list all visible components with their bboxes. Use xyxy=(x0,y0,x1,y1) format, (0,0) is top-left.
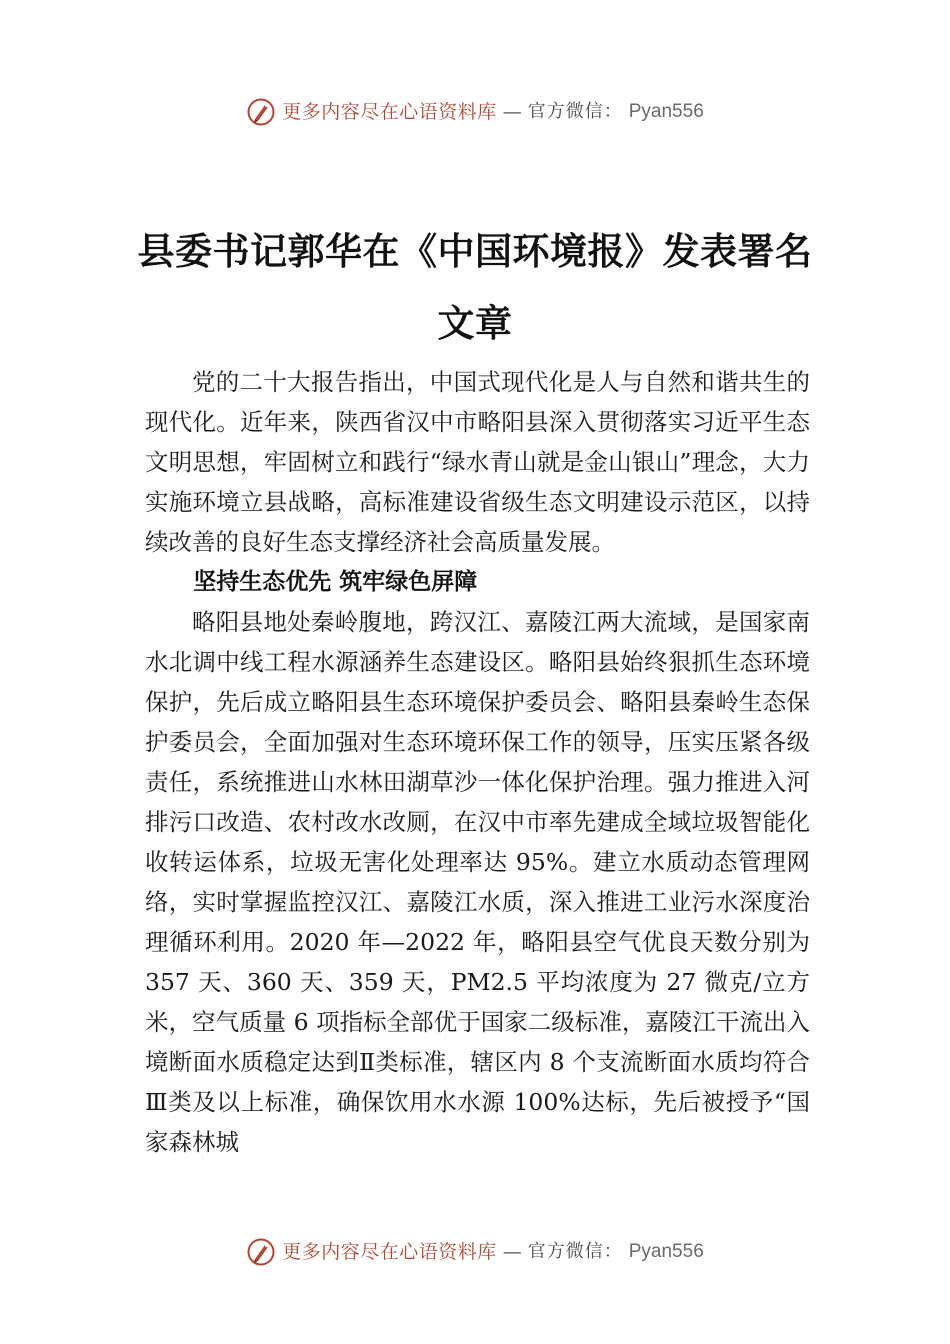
watermark-wechat-label: 官方微信： xyxy=(527,101,623,122)
footer-watermark xyxy=(0,1236,950,1268)
article-body xyxy=(145,362,810,1162)
watermark-wechat-label: 官方微信： xyxy=(527,1241,623,1262)
header-watermark xyxy=(0,96,950,128)
watermark-wechat-id: Pyan556 xyxy=(628,1241,704,1262)
section-heading: 坚持生态优先 筑牢绿色屏障 xyxy=(193,569,478,595)
pen-logo-icon xyxy=(246,1237,276,1267)
section-paragraph: 略阳县地处秦岭腹地，跨汉江、嘉陵江两大流域，是国家南水北调中线工程水源涵养生态建设区。略阳县始终狠抓生态环境保护，先后成立略阳县生态环境保护委员会、略阳县秦岭生态保护委员会，全面加强对生态环境环保工作的领导，压实压紧各级责任，系统推进山水林田湖草沙一体化保护治理。强力推进入河排污口改造、农村改水改厕，在汉中市率先建成全域垃圾智能化收转运体系，垃圾无害化处理率达 95%。建立水质动态管理网络，实时掌握监控汉江、嘉陵江水质，深入推进工业污水深度治理循环利用。2020 年—2022 年，略阳县空气优良天数分别为 357 天、360 天、359 天，PM2.5 平均浓度为 27 微克/立方米，空气质量 6 项指标全部优于国家二级标准，嘉陵江干流出入境断面水质稳定达到Ⅱ类标准，辖区内 8 个支流断面水质均符合Ⅲ类及以上标准，确保饮用水水源 100%达标，先后被授予“国家森林城 xyxy=(145,608,810,1156)
watermark-text: 更多内容尽在心语资料库 xyxy=(282,1241,497,1263)
article-title: 县委书记郭华在《中国环境报》发表署名文章 xyxy=(137,228,813,345)
watermark-separator: — xyxy=(502,1241,522,1263)
watermark-wechat-id: Pyan556 xyxy=(628,101,704,122)
watermark-separator: — xyxy=(502,101,522,123)
pen-logo-icon xyxy=(246,97,276,127)
intro-paragraph: 党的二十大报告指出，中国式现代化是人与自然和谐共生的现代化。近年来，陕西省汉中市略阳县深入贯彻落实习近平生态文明思想，牢固树立和践行“绿水青山就是金山银山”理念，大力实施环境立县战略，高标准建设省级生态文明建设示范区，以持续改善的良好生态支撑经济社会高质量发展。 xyxy=(145,368,810,556)
watermark-text: 更多内容尽在心语资料库 xyxy=(282,101,497,123)
